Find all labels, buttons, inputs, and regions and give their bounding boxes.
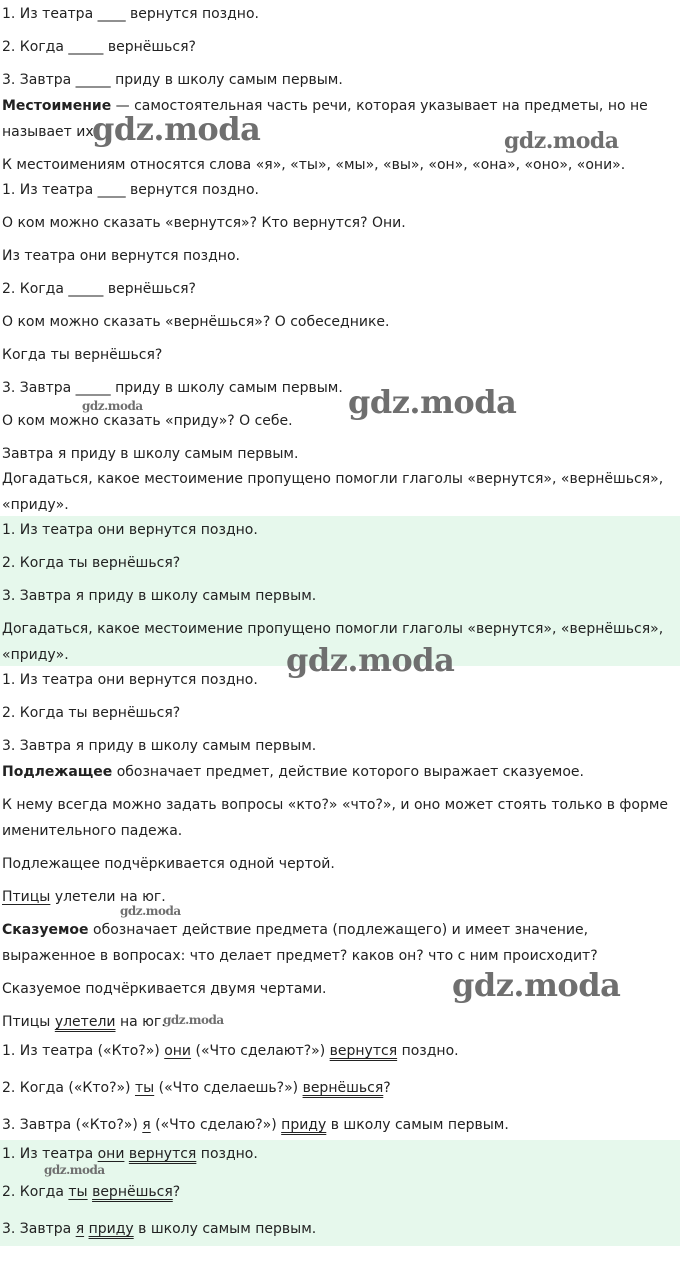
watermark: gdz.moda [82,399,143,413]
sentence-3: 3. Завтра я приду в школу самым первым. [2,738,317,754]
parse-end: поздно. [397,1043,459,1059]
final-predicate: вернутся [128,1146,197,1162]
analysis-question-1: О ком можно сказать «вернутся»? Кто вернутся? Они. [2,215,406,231]
analysis-sentence-2: 2. Когда _____ вернёшься? [2,281,196,297]
analysis-answer-1: Из театра они вернутся поздно. [2,248,240,264]
example-subject: Птицы [2,889,51,905]
subject-underline-rule: Подлежащее подчёркивается одной чертой. [2,856,335,872]
analysis-question-2: О ком можно сказать «вернёшься»? О собеседнике. [2,314,390,330]
parse-start: 3. Завтра («Кто?») [2,1117,143,1133]
parse-subject: ты [134,1080,155,1096]
watermark: gdz.moda [163,1013,224,1027]
parse-line-3 [2,1112,678,1138]
predicate-example [2,1009,678,1035]
intro-sentence-1: 1. Из театра ____ вернутся поздно. [2,6,259,22]
final-end: ? [172,1184,181,1200]
analysis-answer-2: Когда ты вернёшься? [2,347,163,363]
parse-predicate: вернутся [329,1043,398,1059]
intro-sentence-3: 3. Завтра _____ приду в школу самым первым. [2,72,343,88]
parse-predicate: приду [281,1117,327,1133]
final-subject: они [97,1146,125,1162]
final-answer-line-2 [2,1179,678,1205]
answer-conclusion: Догадаться, какое местоимение пропущено помогли глаголы «вернутся», «вернёшься», «приду». [2,621,664,663]
final-start: 3. Завтра [2,1221,76,1237]
predicate-definition-text: обозначает действие предмета (подлежащего) и имеет значение, выраженное в вопросах: что делает предмет? каков он? что с ним происходит? [2,922,598,964]
example-rest: улетели на юг. [50,889,166,905]
subject-definition-text: обозначает предмет, действие которого выражает сказуемое. [112,764,584,780]
watermark: gdz.moda [286,641,455,679]
parse-line-2 [2,1075,678,1101]
example-end: на юг. [115,1014,166,1030]
example-predicate: улетели [54,1014,116,1030]
final-predicate: приду [88,1221,134,1237]
watermark: gdz.moda [452,966,621,1004]
predicate-underline-rule: Сказуемое подчёркивается двумя чертами. [2,981,327,997]
analysis-sentence-1: 1. Из театра ____ вернутся поздно. [2,182,259,198]
watermark: gdz.moda [504,128,619,154]
watermark: gdz.moda [120,904,181,918]
example-start: Птицы [2,1014,55,1030]
parse-mid: («Что сделаю?») [150,1117,282,1133]
answer-sentence-1: 1. Из театра они вернутся поздно. [2,522,258,538]
answer-sentence-3: 3. Завтра я приду в школу самым первым. [2,588,317,604]
answer-sentence-2: 2. Когда ты вернёшься? [2,555,181,571]
pronoun-term: Местоимение [2,98,112,114]
parse-subject: я [142,1117,151,1133]
sentence-1: 1. Из театра они вернутся поздно. [2,672,258,688]
final-subject: ты [68,1184,88,1200]
parse-start: 2. Когда («Кто?») [2,1080,135,1096]
subject-example [2,884,678,910]
parse-end: в школу самым первым. [326,1117,509,1133]
analysis-question-3: О ком можно сказать «приду»? О себе. [2,413,293,429]
final-start: 1. Из театра [2,1146,98,1162]
final-predicate: вернёшься [92,1184,173,1200]
subject-questions-rule: К нему всегда можно задать вопросы «кто?» «что?», и оно может стоять только в форме именительного падежа. [2,797,669,839]
analysis-sentence-3: 3. Завтра _____ приду в школу самым первым. [2,380,343,396]
pronoun-definition-text: — самостоятельная часть речи, которая указывает на предметы, но не называет их. [2,98,648,140]
final-end: в школу самым первым. [133,1221,317,1237]
parse-end: ? [383,1080,391,1096]
sentence-2: 2. Когда ты вернёшься? [2,705,181,721]
subject-definition [2,759,678,785]
parse-start: 1. Из театра («Кто?») [2,1043,165,1059]
subject-term: Подлежащее [2,764,113,780]
final-end: поздно. [196,1146,258,1162]
parse-predicate: вернёшься [302,1080,384,1096]
pronoun-list: К местоимениям относятся слова «я», «ты», «мы», «вы», «он», «она», «оно», «они». [2,157,626,173]
final-answer-line-3 [2,1216,678,1242]
intro-sentence-2: 2. Когда _____ вернёшься? [2,39,196,55]
parse-mid: («Что сделаешь?») [154,1080,303,1096]
watermark: gdz.moda [44,1163,105,1177]
analysis-conclusion: Догадаться, какое местоимение пропущено помогли глаголы «вернутся», «вернёшься», «приду». [2,471,664,513]
parse-line-1 [2,1038,678,1064]
predicate-definition [2,917,678,969]
predicate-term: Сказуемое [2,922,89,938]
watermark: gdz.moda [348,383,517,421]
analysis-answer-3: Завтра я приду в школу самым первым. [2,446,299,462]
watermark: gdz.moda [92,110,261,148]
final-start: 2. Когда [2,1184,69,1200]
parse-subject: они [164,1043,192,1059]
final-subject: я [75,1221,85,1237]
parse-mid: («Что сделают?») [191,1043,330,1059]
